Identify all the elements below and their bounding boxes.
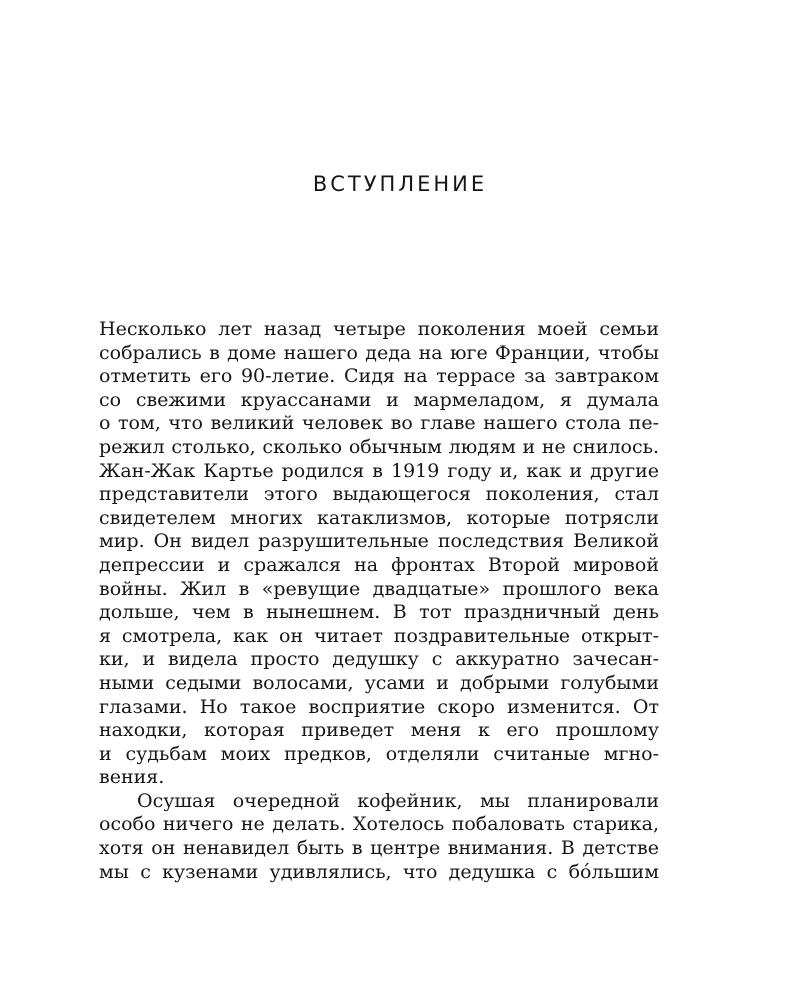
body-text (99, 318, 659, 884)
text-line: вения. (99, 766, 165, 789)
text-line: и судьбам моих предков, отделяли считаные мгно- (99, 742, 659, 765)
text-line: ки, и видела просто дедушку с аккуратно зачесан- (99, 648, 659, 671)
text-line: режил столько, сколько обычным людям и не снилось. (99, 435, 659, 458)
text-line: представители этого выдающегося поколения, стал (99, 483, 659, 506)
text-line: ными седыми волосами, усами и добрыми голубыми (99, 671, 659, 694)
text-line: свидетелем многих катаклизмов, которые потрясли (99, 506, 659, 529)
paragraph-1 (99, 318, 659, 790)
text-line: мир. Он видел разрушительные последствия Великой (99, 530, 659, 553)
text-line: отметить его 90-летие. Сидя на террасе за завтраком (99, 365, 659, 388)
text-line: Несколько лет назад четыре поколения моей семьи (99, 318, 659, 340)
text-line: депрессии и сражался на фронтах Второй мировой (99, 553, 659, 576)
text-line: находки, которая приведет меня к его прошлому (99, 719, 659, 742)
text-line: дольше, чем в нынешнем. В тот праздничный день (99, 601, 659, 624)
text-line: Осушая очередной кофейник, мы планировали (137, 789, 659, 812)
text-line: Жан-Жак Картье родился в 1919 году и, как и другие (99, 459, 659, 482)
paragraph-2 (99, 790, 659, 884)
chapter-title: ВСТУПЛЕНИЕ (312, 172, 488, 196)
text-line: мы с кузенами удивлялись, что дедушка с бóльшим (99, 860, 659, 883)
text-line: особо ничего не делать. Хотелось побаловать старика, (99, 813, 659, 836)
text-line: собрались в доме нашего деда на юге Франции, чтобы (99, 341, 659, 364)
text-line: глазами. Но такое восприятие скоро изменится. От (99, 695, 659, 718)
text-line: войны. Жил в «ревущие двадцатые» прошлого века (99, 577, 659, 600)
text-line: о том, что великий человек во главе нашего стола пе- (99, 412, 659, 435)
text-line: хотя он ненавидел быть в центре внимания. В детстве (99, 837, 659, 860)
text-line: я смотрела, как он читает поздравительные открыт- (99, 624, 659, 647)
text-line: со свежими круассанами и мармеладом, я думала (99, 388, 659, 411)
